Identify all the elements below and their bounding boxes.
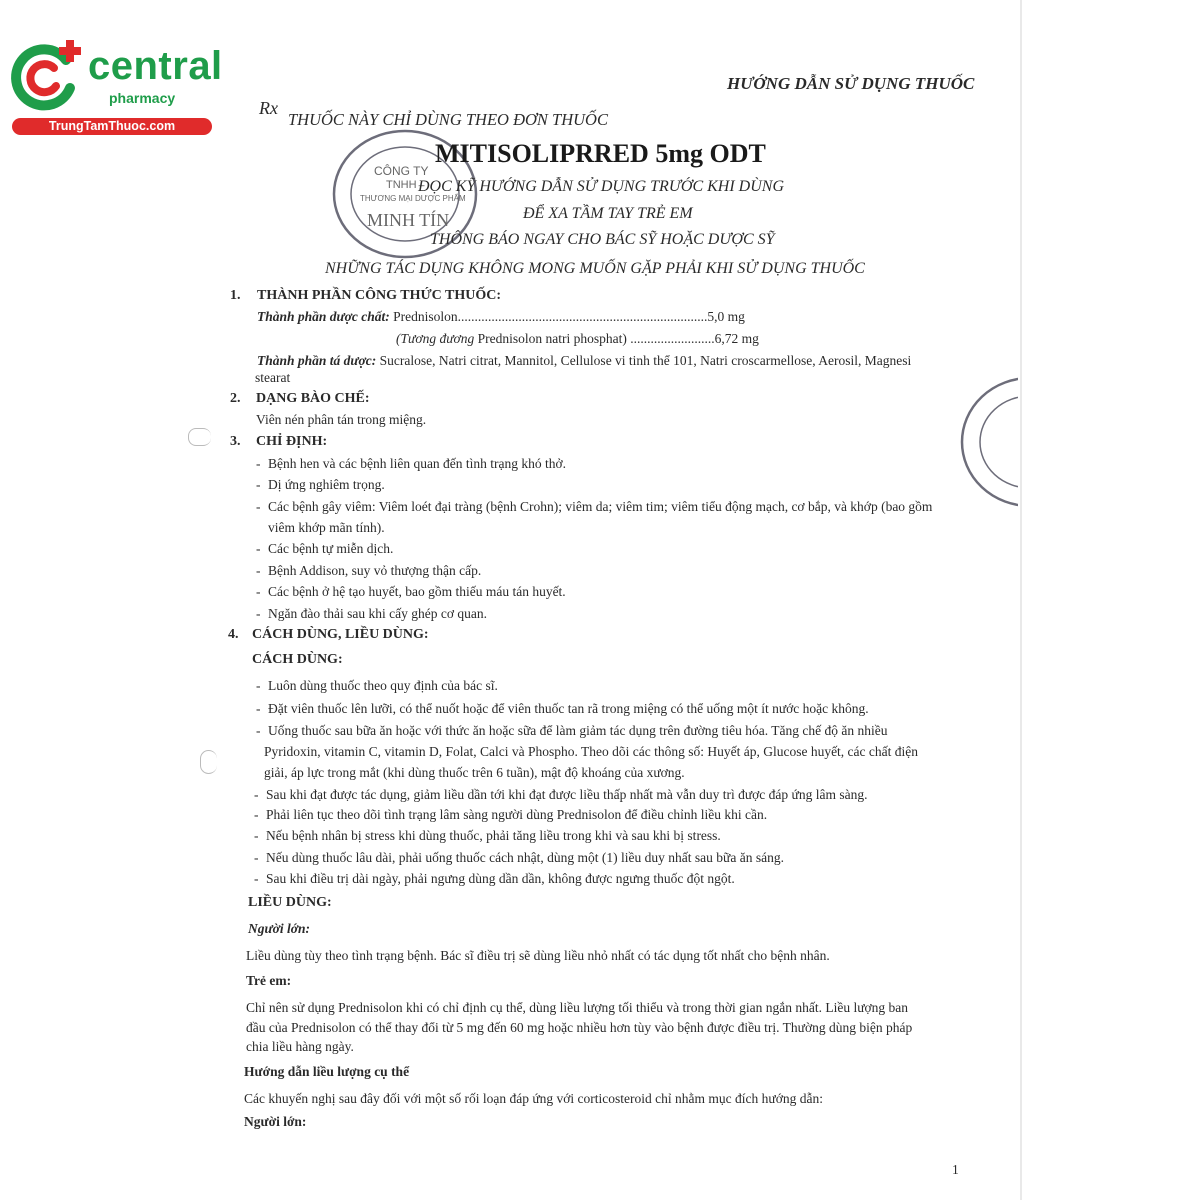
- active-ingredient-line: [257, 309, 745, 325]
- usage-item: - Phải liên tục theo dõi tình trạng lâm sàng người dùng Prednisolon để điều chỉnh liều khi cần.: [266, 807, 767, 823]
- indication-item: - Bệnh hen và các bệnh liên quan đến tình trạng khó thở.: [268, 456, 566, 472]
- usage-item-cont: giải, áp lực trong mắt (khi dùng thuốc trên 6 tuần), mật độ khoáng của xương.: [264, 765, 685, 780]
- usage-item: - Sau khi điều trị dài ngày, phải ngưng dùng dần dần, không được ngưng thuốc đột ngột.: [266, 871, 735, 887]
- logo-icon: [8, 38, 86, 116]
- stamp-line-2: TNHH: [386, 179, 417, 191]
- section-2-number: 2.: [230, 391, 241, 406]
- section-4-title: CÁCH DÙNG, LIỀU DÙNG:: [252, 627, 429, 642]
- page-number: 1: [952, 1162, 959, 1177]
- indication-item: - Các bệnh tự miễn dịch.: [268, 541, 393, 557]
- child-dosage-text: đầu của Prednisolon có thể thay đổi từ 5 mg đến 60 mg hoặc nhiều hơn tùy vào bệnh được điều trị. Thường dùng biện pháp: [246, 1020, 913, 1035]
- usage-item: - Nếu bệnh nhân bị stress khi dùng thuốc, phải tăng liều trong khi và sau khi bị stress.: [266, 828, 721, 844]
- usage-item: - Sau khi đạt được tác dụng, giảm liều dần tới khi đạt được liều thấp nhất mà vẫn duy trì được đáp ứng lâm sàng.: [266, 787, 867, 803]
- product-title: MITISOLIPRRED 5mg ODT: [435, 139, 766, 168]
- page-edge: [1020, 0, 1022, 1200]
- usage-item: - Nếu dùng thuốc lâu dài, phải uống thuốc cách nhật, dùng một (1) liều duy nhất sau bữa ăn sáng.: [266, 850, 784, 866]
- punch-hole-mark: [200, 750, 217, 774]
- rx-symbol: Rx: [259, 98, 278, 118]
- section-1-title: THÀNH PHẦN CÔNG THỨC THUỐC:: [257, 288, 501, 303]
- equiv-dots: .........................: [630, 331, 715, 346]
- usage-item: - Uống thuốc sau bữa ăn hoặc với thức ăn hoặc sữa để làm giảm tác dụng trên đường tiêu hóa. Tăng chế độ ăn nhiều: [268, 723, 888, 739]
- usage-subtitle: CÁCH DÙNG:: [252, 652, 343, 667]
- equivalent-line: [396, 331, 759, 347]
- logo-site-url: TrungTamThuoc.com: [12, 118, 212, 135]
- dosage-guide-text: Các khuyến nghị sau đây đối với một số rối loạn đáp ứng với corticosteroid chỉ nhằm mục đích hướng dẫn:: [244, 1091, 823, 1106]
- section-1-number: 1.: [230, 288, 241, 303]
- warning-read-instructions: ĐỌC KỸ HƯỚNG DẪN SỬ DỤNG TRƯỚC KHI DÙNG: [418, 178, 784, 195]
- warning-keep-away-children: ĐỂ XA TẦM TAY TRẺ EM: [523, 205, 693, 222]
- indication-item-cont: viêm khớp mãn tính).: [268, 520, 385, 535]
- usage-item: - Đặt viên thuốc lên lưỡi, có thể nuốt hoặc để viên thuốc tan rã trong miệng có thể uống một ít nước hoặc không.: [268, 701, 869, 717]
- punch-hole-mark: [188, 428, 211, 446]
- logo-subtitle: pharmacy: [109, 90, 176, 106]
- prescription-only-notice: THUỐC NÀY CHỈ DÙNG THEO ĐƠN THUỐC: [288, 110, 608, 129]
- section-3-number: 3.: [230, 434, 241, 449]
- excipient-text: Sucralose, Natri citrat, Mannitol, Cellulose vi tinh thể 101, Natri croscarmellose, Aerosil, Magnesi: [379, 353, 912, 368]
- excipient-label: Thành phần tá dược:: [257, 353, 377, 368]
- partial-stamp-right: [958, 372, 1018, 512]
- dosage-guide-title: Hướng dẫn liều lượng cụ thể: [244, 1064, 410, 1079]
- dosage-subtitle: LIỀU DÙNG:: [248, 895, 332, 910]
- warning-notify-doctor: THÔNG BÁO NGAY CHO BÁC SỸ HOẶC DƯỢC SỸ: [430, 231, 775, 248]
- stamp-line-4: MINH TÍN: [367, 210, 450, 230]
- stamp-line-1: CÔNG TY: [374, 164, 429, 178]
- active-name: Prednisolon: [393, 309, 458, 324]
- section-4-number: 4.: [228, 627, 239, 642]
- child-dosage-text: chia liều hàng ngày.: [246, 1039, 354, 1054]
- indication-item: - Các bệnh gây viêm: Viêm loét đại tràng (bệnh Crohn); viêm da; viêm tim; viêm tiểu động mạch, cơ bắp, và khớp (bao gồm: [268, 499, 932, 515]
- adult-dosage-text: Liều dùng tùy theo tình trạng bệnh. Bác sĩ điều trị sẽ dùng liều nhỏ nhất có tác dụng tốt nhất cho bệnh nhân.: [246, 948, 830, 963]
- child-label: Trẻ em:: [246, 973, 292, 988]
- indication-item: - Các bệnh ở hệ tạo huyết, bao gồm thiếu máu tán huyết.: [268, 584, 566, 600]
- indication-item: - Dị ứng nghiêm trọng.: [268, 477, 385, 493]
- child-dosage-text: Chỉ nên sử dụng Prednisolon khi có chỉ định cụ thể, dùng liều lượng tối thiểu và trong thời gian ngắn nhất. Liều lượng ban: [246, 1000, 909, 1015]
- stamp-line-3: THƯƠNG MẠI DƯỢC PHẨM: [360, 194, 466, 203]
- indication-item: - Bệnh Addison, suy vỏ thượng thận cấp.: [268, 563, 481, 579]
- active-dots: ..........................................................................: [457, 309, 708, 324]
- adult-label-2: Người lớn:: [244, 1114, 307, 1129]
- warning-side-effects: NHỮNG TÁC DỤNG KHÔNG MONG MUỐN GẶP PHẢI KHI SỬ DỤNG THUỐC: [325, 260, 865, 277]
- indication-item: - Ngăn đào thải sau khi cấy ghép cơ quan.: [268, 606, 487, 622]
- usage-item: - Luôn dùng thuốc theo quy định của bác sĩ.: [268, 678, 498, 694]
- central-pharmacy-logo[interactable]: [8, 38, 223, 138]
- equiv-name: Prednisolon natri phosphat): [477, 331, 627, 346]
- equiv-label: (Tương đương: [396, 331, 475, 346]
- doc-type-heading: HƯỚNG DẪN SỬ DỤNG THUỐC: [727, 74, 975, 93]
- section-2-title: DẠNG BÀO CHẾ:: [256, 391, 370, 406]
- adult-label: Người lớn:: [248, 921, 310, 936]
- dosage-form-text: Viên nén phân tán trong miệng.: [256, 412, 427, 427]
- excipient-text-cont: stearat: [255, 370, 291, 385]
- section-3-title: CHỈ ĐỊNH:: [256, 434, 328, 449]
- active-label: Thành phần dược chất:: [257, 309, 390, 324]
- logo-brand-name: central: [88, 44, 223, 88]
- equiv-amount: 6,72 mg: [714, 331, 759, 346]
- excipient-line: [257, 353, 911, 369]
- usage-item-cont: Pyridoxin, vitamin C, vitamin D, Folat, Calci và Phospho. Theo dõi các thông số: Huyết áp, Glucose huyết, các chất điện: [264, 744, 919, 759]
- active-amount: 5,0 mg: [707, 309, 745, 324]
